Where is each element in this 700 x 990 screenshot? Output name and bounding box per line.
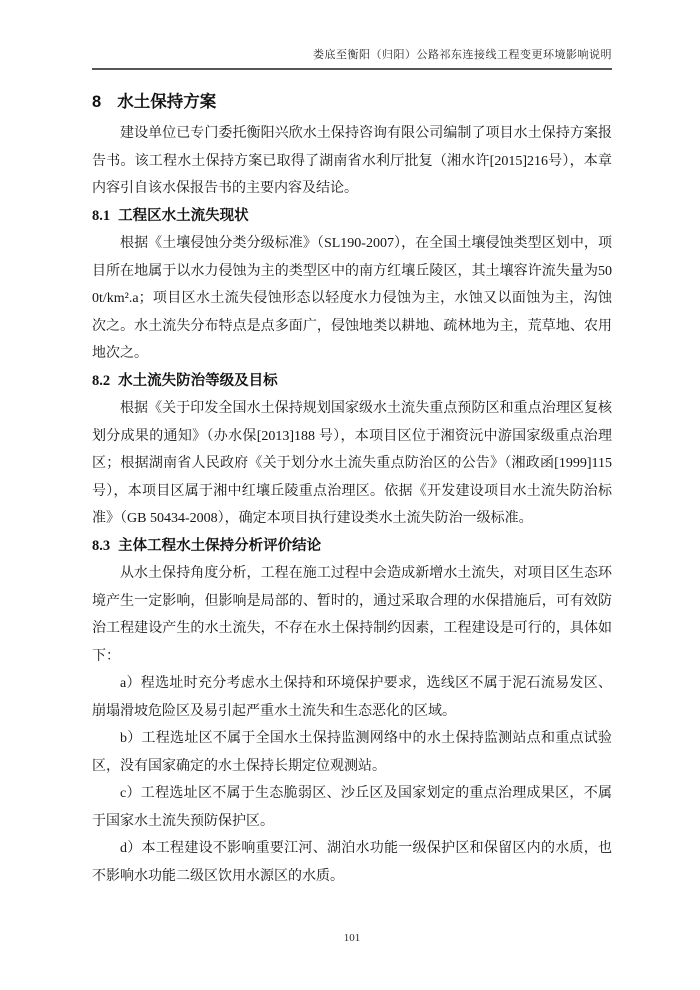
header-rule xyxy=(92,68,612,70)
section-number: 8.3 xyxy=(92,537,111,554)
section-heading-8-3 xyxy=(92,533,612,561)
section-title: 水土流失防治等级及目标 xyxy=(118,372,278,389)
section-title: 工程区水土流失现状 xyxy=(118,207,249,224)
conclusion-item-b: b）工程选址区不属于全国水土保持监测网络中的水土保持监测站点和重点试验区，没有国家确定的水土保持长期定位观测站。 xyxy=(92,731,612,774)
chapter-intro-paragraph: 建设单位已专门委托衡阳兴欣水土保持咨询有限公司编制了项目水土保持方案报告书。该工程水土保持方案已取得了湖南省水利厅批复（湘水许[2015]216号），本章内容引自该水保报告书的主要内容及结论。 xyxy=(92,126,612,196)
chapter-title: 水土保持方案 xyxy=(117,93,217,111)
page-footer xyxy=(92,932,612,944)
section-8-2-paragraph: 根据《关于印发全国水土保持规划国家级水土流失重点预防区和重点治理区复核划分成果的通知》（办水保[2013]188 号），本项目区位于湘资沅中游国家级重点治理区；根据湖南省人民政府《关于划分水土流失重点防治区的公告》（湘政函[1999]115号），本项目区属于湘中红壤丘陵重点治理区。依据《开发建设项目水土流失防治标准》（GB 50434-2008），确定本项目执行建设类水土流失防治一级标准。 xyxy=(92,401,612,526)
running-header-title: 娄底至衡阳（归阳）公路祁东连接线工程变更环境影响说明 xyxy=(313,49,612,61)
conclusion-item-a: a）程选址时充分考虑水土保持和环境保护要求，选线区不属于泥石流易发区、崩塌滑坡危险区及易引起严重水土流失和生态恶化的区域。 xyxy=(92,676,612,719)
chapter-heading xyxy=(92,90,612,114)
running-header xyxy=(92,0,612,62)
conclusion-item-d: d）本工程建设不影响重要江河、湖泊水功能一级保护区和保留区内的水质，也不影响水功能二级区饮用水源区的水质。 xyxy=(92,841,612,884)
section-heading-8-2 xyxy=(92,368,612,396)
section-8-3-paragraph: 从水土保持角度分析，工程在施工过程中会造成新增水土流失，对项目区生态环境产生一定影响，但影响是局部的、暂时的，通过采取合理的水保措施后，可有效防治工程建设产生的水土流失，不存在水土保持制约因素，工程建设是可行的，具体如下： xyxy=(92,566,612,664)
section-number: 8.2 xyxy=(92,372,111,389)
page-number: 101 xyxy=(343,932,361,944)
chapter-number: 8 xyxy=(92,93,102,111)
section-8-1-paragraph: 根据《土壤侵蚀分类分级标准》（SL190-2007），在全国土壤侵蚀类型区划中，项目所在地属于以水力侵蚀为主的类型区中的南方红壤丘陵区，其土壤容许流失量为500t/km².a；项目区水土流失侵蚀形态以轻度水力侵蚀为主，水蚀又以面蚀为主，沟蚀次之。水土流失分布特点是点多面广，侵蚀地类以耕地、疏林地为主，荒草地、农用地次之。 xyxy=(92,236,612,361)
conclusion-item-c: c）工程选址区不属于生态脆弱区、沙丘区及国家划定的重点治理成果区，不属于国家水土流失预防保护区。 xyxy=(92,786,612,829)
section-number: 8.1 xyxy=(92,207,111,224)
section-title: 主体工程水土保持分析评价结论 xyxy=(118,537,322,554)
section-heading-8-1 xyxy=(92,203,612,231)
